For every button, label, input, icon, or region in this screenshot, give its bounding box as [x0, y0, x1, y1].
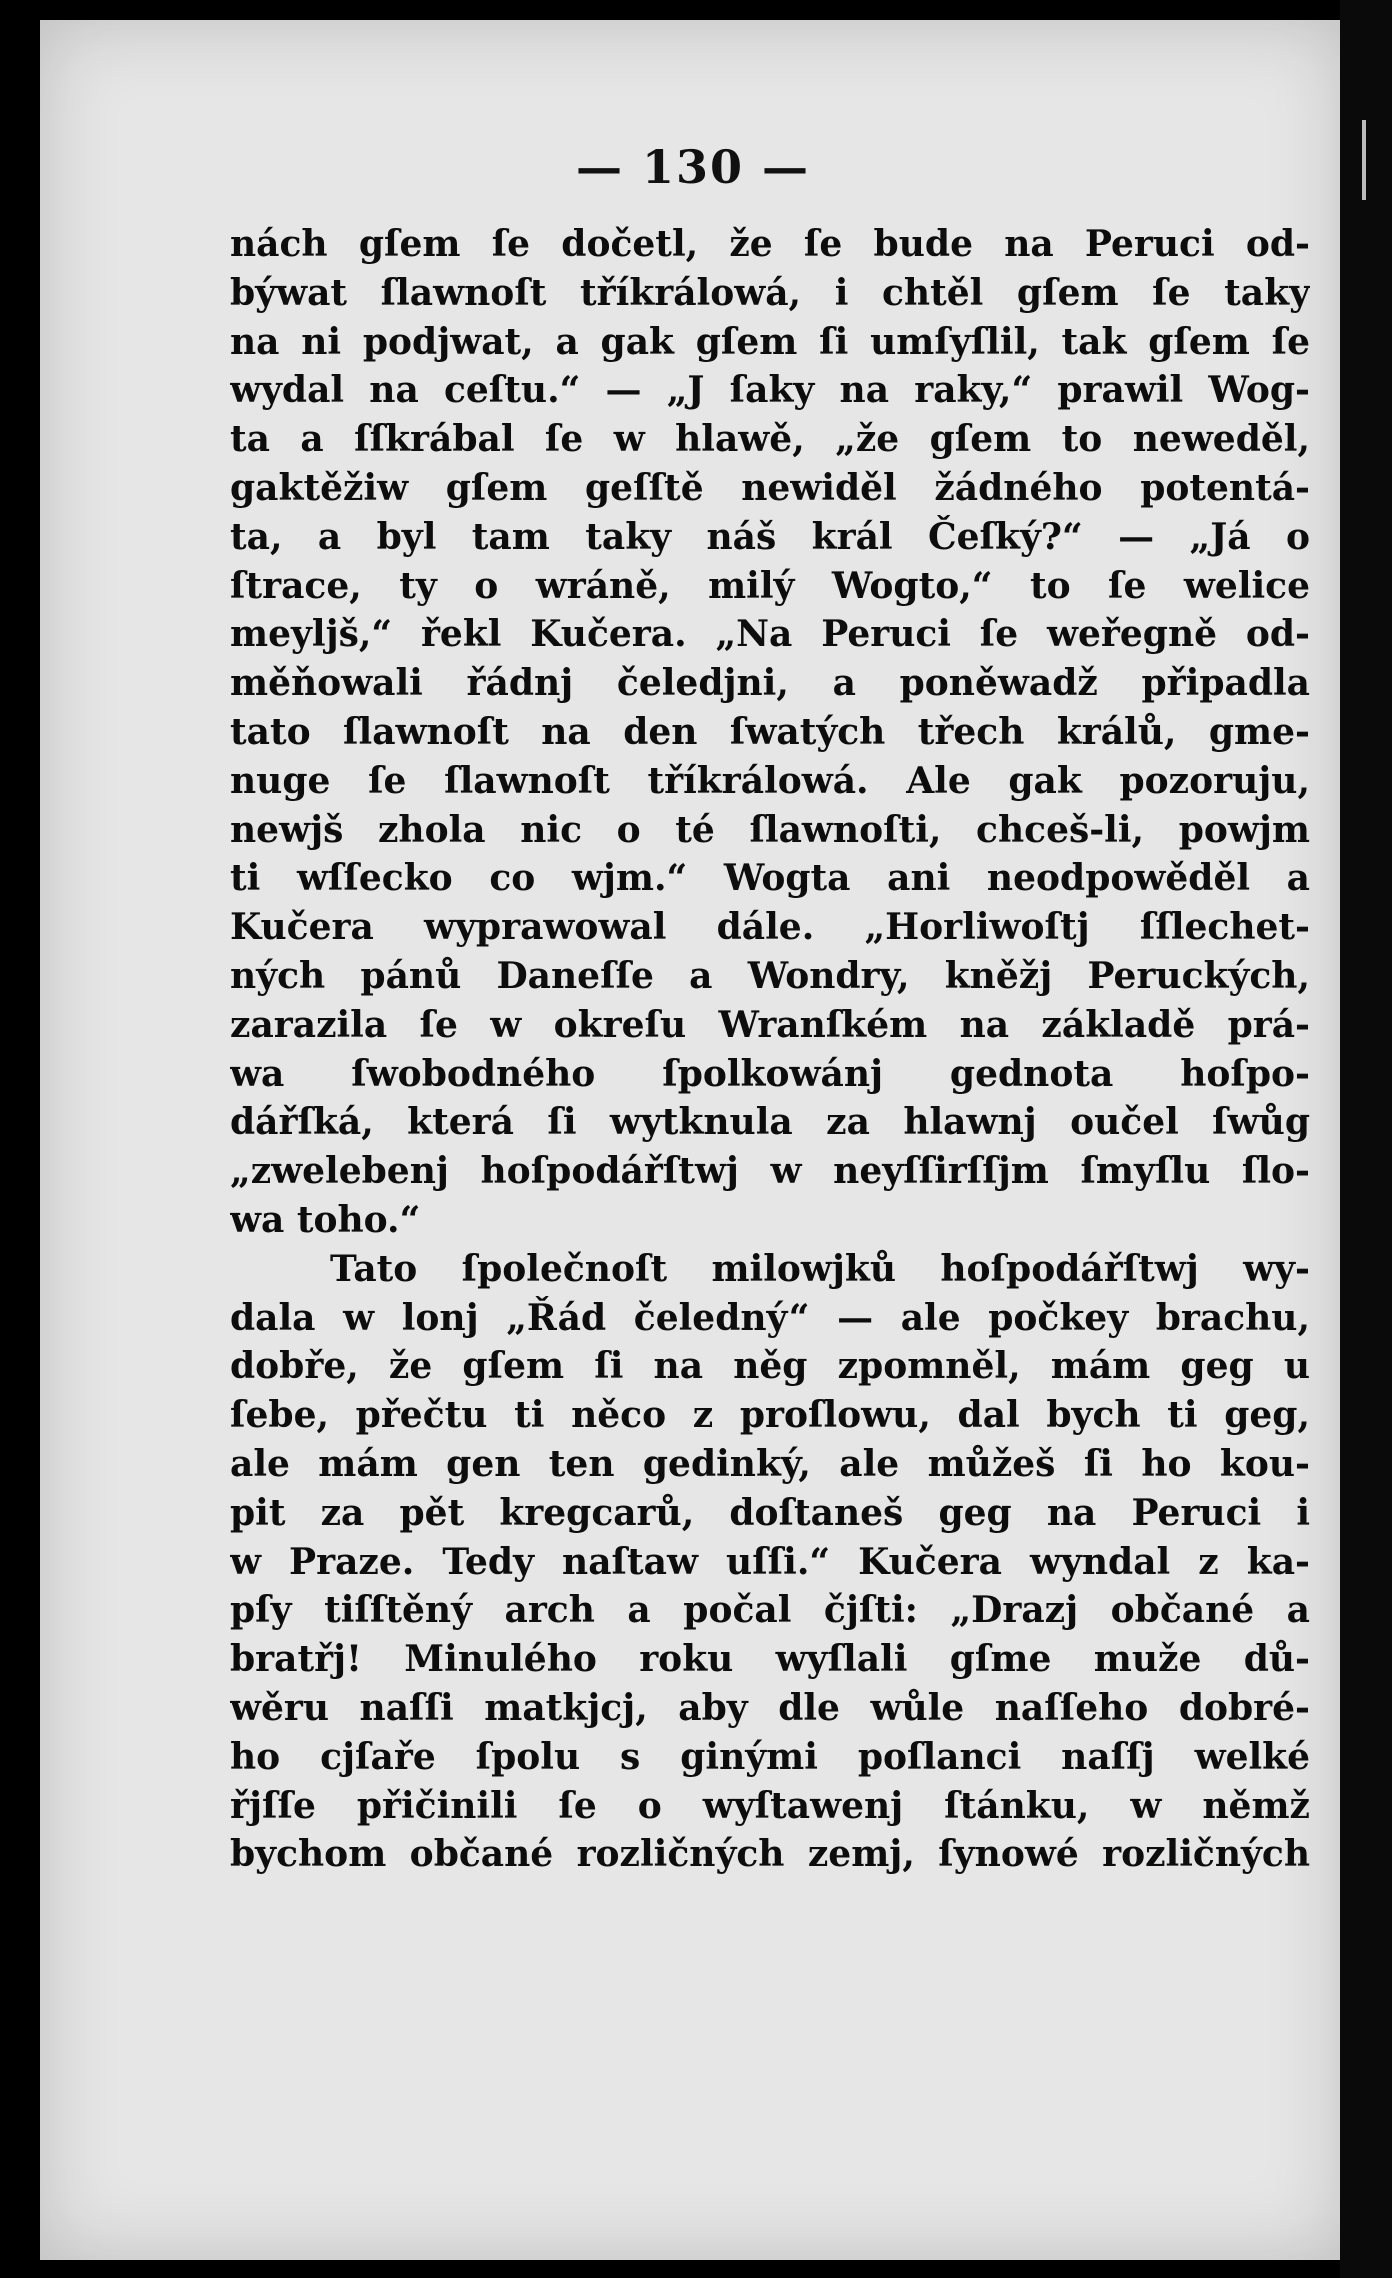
text-line: dobře, že gſem ſi na něg zpomněl, mám geg u	[230, 1345, 1310, 1388]
book-page	[40, 20, 1346, 2260]
text-line: ſtrace, ty o wráně, milý Wogto,“ to ſe welice	[230, 564, 1310, 607]
text-line: ſebe, přečtu ti něco z proſlowu, dal bych ti geg,	[230, 1394, 1310, 1437]
text-line: ho cjſaře ſpolu s ginými poſlanci naſſj welké	[230, 1735, 1310, 1778]
text-line: gaktěžiw gſem geſſtě newiděl žádného potentá-	[230, 466, 1310, 509]
text-line: wa toho.“	[230, 1198, 421, 1241]
text-line: tato ſlawnoſt na den ſwatých třech králů, gme-	[230, 710, 1310, 753]
text-line: na ni podjwat, a gak gſem ſi umſyſlil, tak gſem ſe	[230, 320, 1310, 363]
text-line: měňowali řádnj čeledjni, a poněwadž připadla	[230, 662, 1310, 705]
text-line: pſy tiſſtěný arch a počal čjſti: „Drazj občané a	[230, 1589, 1310, 1632]
text-line: newjš zhola nic o té ſlawnoſti, chceš-li, powjm	[230, 808, 1310, 851]
text-line: dářſká, která ſi wytknula za hlawnj oučel ſwůg	[230, 1101, 1310, 1144]
text-line: Tato ſpolečnoſt milowjků hoſpodářſtwj wy-	[330, 1247, 1310, 1290]
page-number: — 130 —	[575, 140, 811, 194]
text-line: bychom občané rozličných zemj, ſynowé rozličných	[230, 1833, 1310, 1876]
text-line: „zwelebenj hoſpodářſtwj w neyſſirſſjm ſmyſlu ſlo-	[230, 1150, 1310, 1193]
text-line: ale mám gen ten gedinký, ale můžeš ſi ho kou-	[230, 1442, 1310, 1485]
text-line: ných pánů Daneſſe a Wondry, kněžj Peruckých,	[230, 954, 1310, 997]
text-line: ta a ſſkrábal ſe w hlawě, „že gſem to neweděl,	[230, 418, 1310, 461]
text-line: Kučera wyprawowal dále. „Horliwoſtj ſſlechet-	[230, 906, 1310, 949]
text-line: dala w lonj „Řád čeledný“ — ale počkey brachu,	[230, 1296, 1310, 1339]
text-line: pit za pět kregcarů, doſtaneš geg na Peruci i	[230, 1491, 1310, 1534]
text-line: zarazila ſe w okreſu Wranſkém na základě prá-	[230, 1003, 1310, 1046]
text-line: wěru naſſi matkjcj, aby dle wůle naſſeho dobré-	[230, 1686, 1310, 1729]
text-line: ta, a byl tam taky náš král Čeſký?“ — „Já o	[230, 515, 1310, 558]
text-line: wydal na ceſtu.“ — „J ſaky na raky,“ prawil Wog-	[230, 369, 1310, 412]
text-line: nách gſem ſe dočetl, že ſe bude na Peruci od-	[230, 223, 1310, 265]
text-line: bratřj! Minulého roku wyſlali gſme muže dů-	[230, 1638, 1310, 1681]
text-line: ti wſſecko co wjm.“ Wogta ani neodpowěděl a	[230, 857, 1310, 900]
text-line: býwat ſlawnoſt tříkrálowá, i chtěl gſem ſe taky	[230, 271, 1310, 314]
body-text	[230, 220, 1310, 1879]
text-line: w Praze. Tedy naſtaw uſſi.“ Kučera wyndal z ka-	[230, 1540, 1310, 1583]
text-line: řjſſe přičinili ſe o wyſtawenj ſtánku, w němž	[230, 1784, 1310, 1827]
scan-edge	[1340, 0, 1392, 2278]
scan-edge-mark	[1362, 120, 1366, 200]
text-line: nuge ſe ſlawnoſt tříkrálowá. Ale gak pozoruju,	[230, 759, 1310, 802]
text-line: meyljš,“ řekl Kučera. „Na Peruci ſe weřegně od-	[230, 613, 1310, 656]
text-line: wa ſwobodného ſpolkowánj gednota hoſpo-	[230, 1052, 1310, 1095]
